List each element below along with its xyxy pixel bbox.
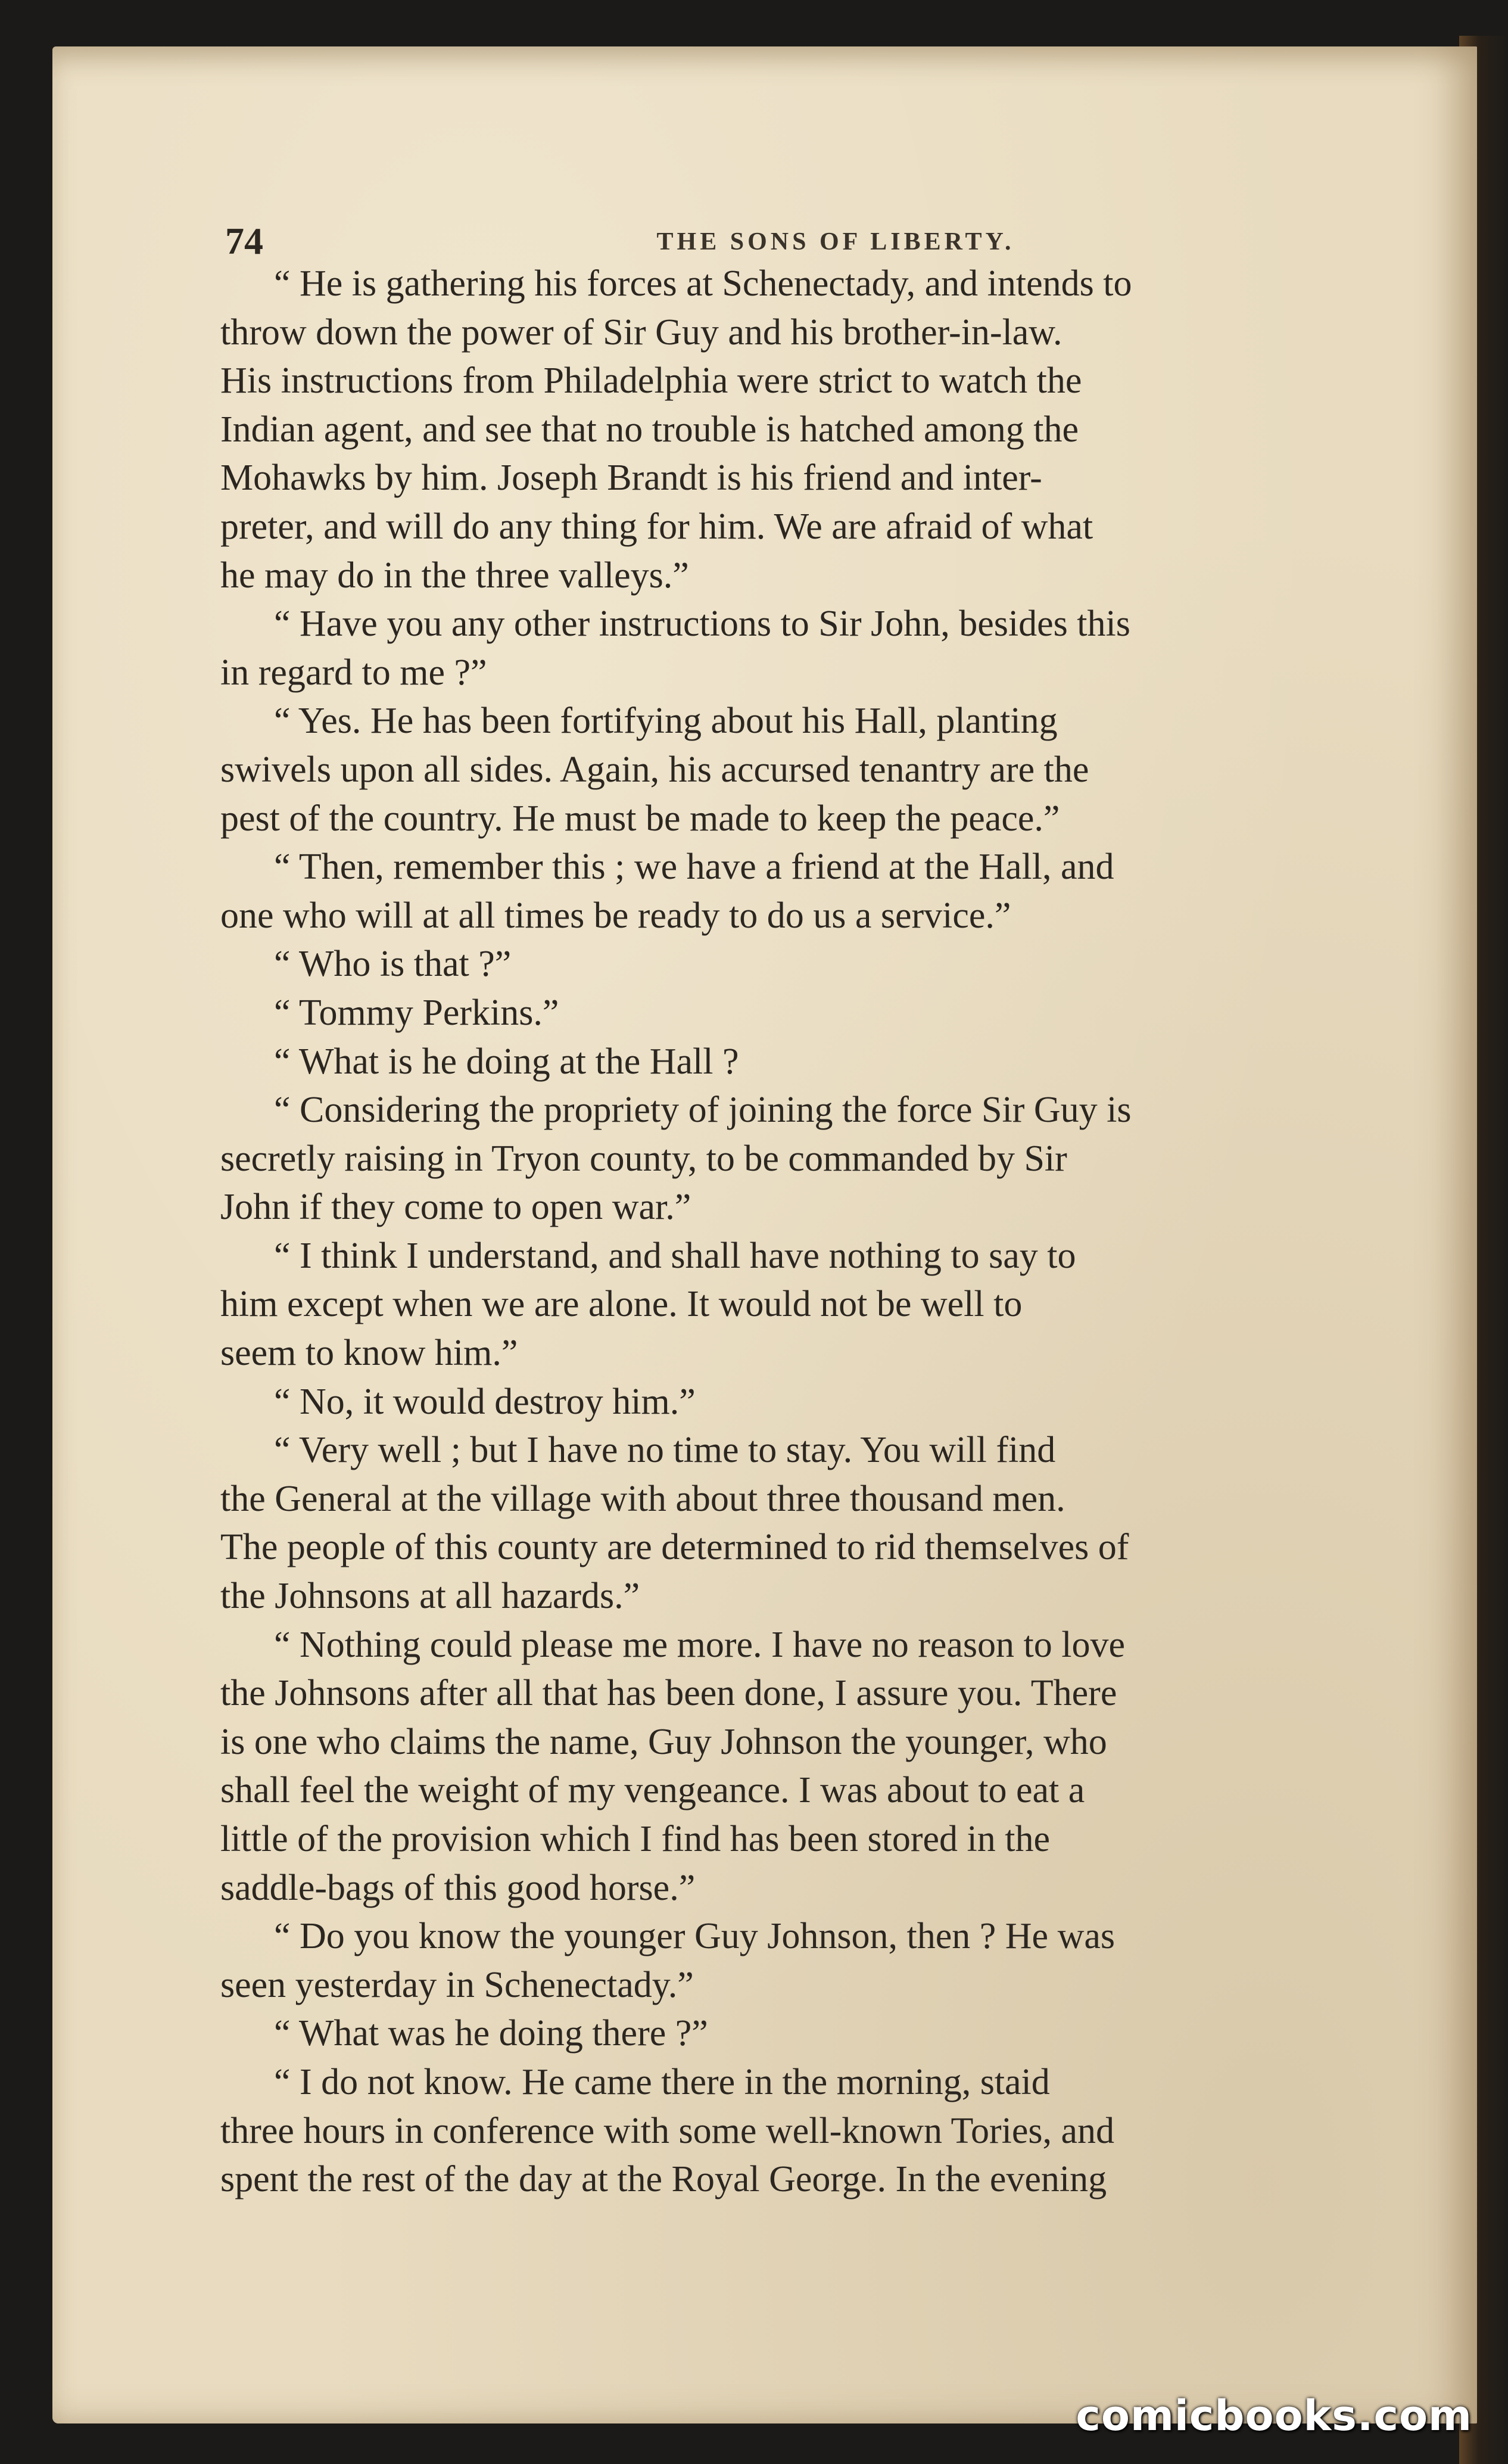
paragraph: “ I do not know. He came there in the morning, staid three hours in conference with some well-known Tories, and spent the rest of the day at the Royal George. In the evening xyxy=(220,2061,1115,2200)
paragraph: “ What is he doing at the Hall ? xyxy=(274,1041,739,1082)
paragraph: “ No, it would destroy him.” xyxy=(274,1381,696,1422)
paragraph: “ What was he doing there ?” xyxy=(274,2013,708,2054)
watermark-text: comicbooks.com xyxy=(1076,2391,1472,2440)
paragraph: “ He is gathering his forces at Schenectady, and intends to throw down the power of Sir Guy and his brother-in-law. His instructions from Philadelphia were strict to watch the Indian agent, and see that no trouble is hatched among the Mohawks by him. Joseph Brandt is his friend and inter- preter, and will do any thing for him. We are afraid of what he may do in the three valleys.” xyxy=(220,263,1132,596)
paragraph: “ Have you any other instructions to Sir John, besides this in regard to me ?” xyxy=(220,603,1130,693)
page-number: 74 xyxy=(225,220,263,262)
paragraph: “ Considering the propriety of joining the force Sir Guy is secretly raising in Tryon county, to be commanded by Sir John if they come to open war.” xyxy=(220,1090,1132,1228)
paragraph: “ Tommy Perkins.” xyxy=(274,992,559,1033)
paragraph: “ Do you know the younger Guy Johnson, then ? He was seen yesterday in Schenectady.” xyxy=(220,1916,1115,2005)
paragraph: “ Yes. He has been fortifying about his Hall, planting swivels upon all sides. Again, his accursed tenantry are the pest of the country. He must be made to keep the peace.” xyxy=(220,701,1089,839)
paragraph: “ Then, remember this ; we have a friend at the Hall, and one who will at all times be ready to do us a service.” xyxy=(220,847,1114,936)
running-title: THE SONS OF LIBERTY. xyxy=(656,228,1015,256)
body-text xyxy=(220,260,1385,2204)
paragraph: “ Very well ; but I have no time to stay. You will find the General at the village with about three thousand men. The people of this county are determined to rid themselves of the Johnsons at all hazards.” xyxy=(220,1430,1129,1617)
paragraph: “ Nothing could please me more. I have no reason to love the Johnsons after all that has been done, I assure you. There is one who claims the name, Guy Johnson the younger, who shall feel the weight of my vengeance. I was about to eat a little of the provision which I find has been stored in the saddle-bags of this good horse.” xyxy=(220,1624,1125,1908)
paragraph: “ I think I understand, and shall have nothing to say to him except when we are alone. It would not be well to seem to know him.” xyxy=(220,1235,1076,1374)
paragraph: “ Who is that ?” xyxy=(274,944,512,985)
